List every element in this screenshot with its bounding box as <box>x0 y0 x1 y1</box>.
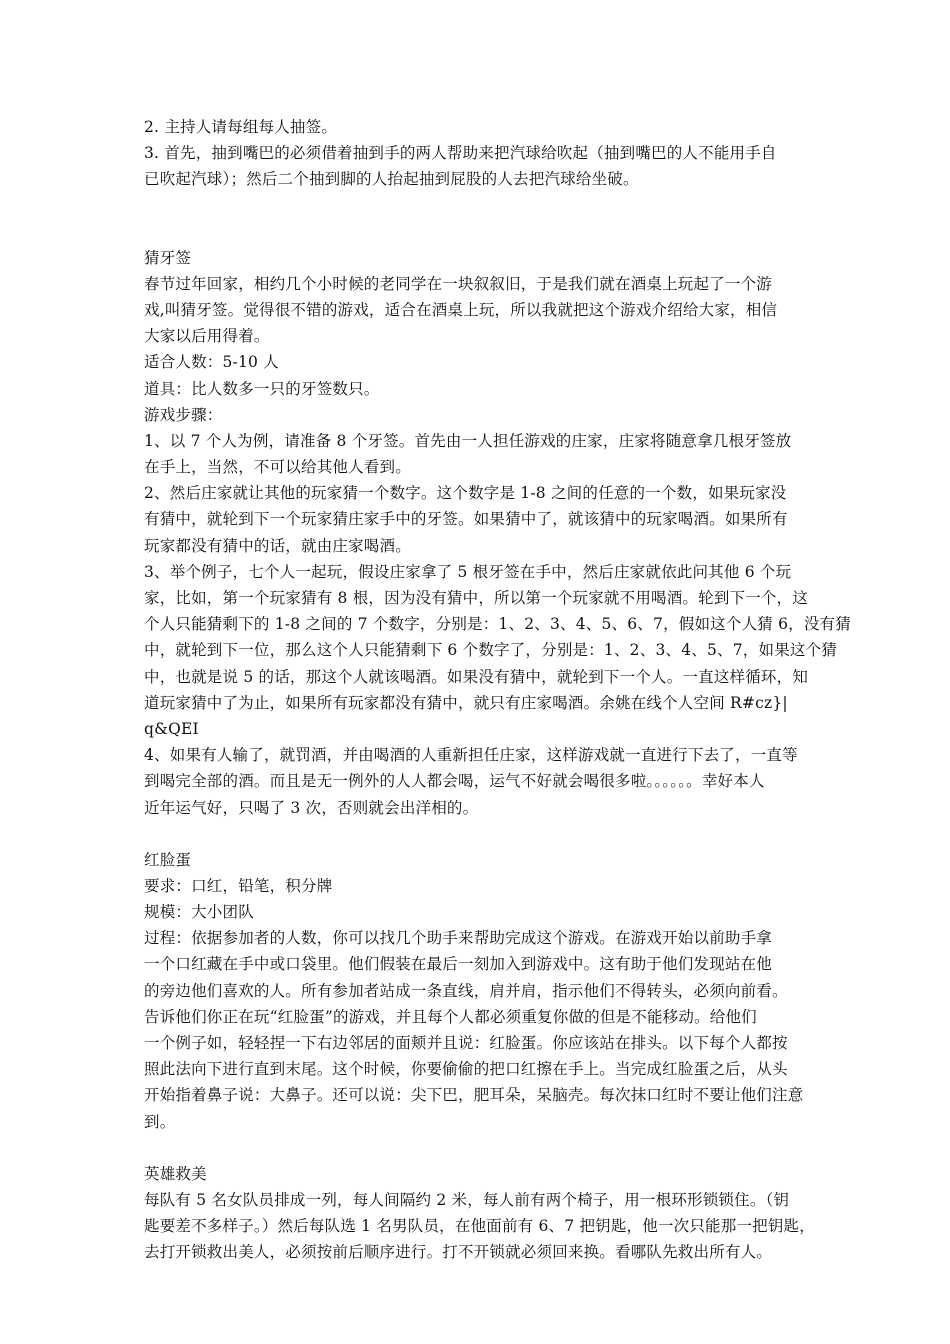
section-title: 猜牙签 <box>144 248 192 267</box>
step-2-line: 有猜中，就轮到下一个玩家猜庄家手中的牙签。如果猜中了，就该猜中的玩家喝酒。如果所有 <box>144 510 788 529</box>
section-spacer <box>144 821 816 847</box>
game-red-cheek-section <box>144 847 816 1135</box>
step-3-line: 个人只能猜剩下的 1-8 之间的 7 个数字，分别是：1、2、3、4、5、6、7，假如这个人猜 6，没有猜 <box>144 615 851 634</box>
intro-item-2: 2. 主持人请每组每人抽签。 <box>144 118 338 136</box>
step-4-line: 到喝完全部的酒。而且是无一例外的人人都会喝，运气不好就会喝很多啦。。。。。。幸好本人 <box>144 772 765 791</box>
step-1-line: 1、以 7 个人为例，请准备 8 个牙签。首先由一人担任游戏的庄家，庄家将随意拿几根牙签放 <box>144 431 792 450</box>
game-hero-rescue-section <box>144 1161 816 1266</box>
players-info: 适合人数：5-10 人 <box>144 353 279 372</box>
process-line: 照此法向下进行直到末尾。这个时候，你要偷偷的把口红擦在手上。当完成红脸蛋之后，从头 <box>144 1060 788 1079</box>
step-3-line: 3、举个例子，七个人一起玩，假设庄家拿了 5 根牙签在手中，然后庄家就依此问其他 6 个玩 <box>144 562 792 581</box>
intro-section <box>144 114 816 193</box>
paragraph-line: 戏,叫猜牙签。觉得很不错的游戏，适合在酒桌上玩，所以我就把这个游戏介绍给大家，相信 <box>144 300 778 319</box>
process-line: 开始指着鼻子说：大鼻子。还可以说：尖下巴，肥耳朵，呆脑壳。每次抹口红时不要让他们注意 <box>144 1086 804 1105</box>
section-title: 红脸蛋 <box>144 850 192 869</box>
document-page <box>144 114 851 1266</box>
paragraph-line: 去打开锁救出美人，必须按前后顺序进行。打不开锁就必须回来换。看哪队先救出所有人。 <box>144 1243 773 1262</box>
intro-item-3-line: 3. 首先，抽到嘴巴的必须借着抽到手的两人帮助来把汽球给吹起（抽到嘴巴的人不能用手自 <box>144 144 777 163</box>
steps-label: 游戏步骤： <box>144 405 223 424</box>
section-spacer <box>144 1135 816 1161</box>
process-line: 的旁边他们喜欢的人。所有参加者站成一条直线，肩并肩，指示他们不得转头，必须向前看。 <box>144 981 788 1000</box>
paragraph-line: 大家以后用得着。 <box>144 327 270 346</box>
step-2-line: 2、然后庄家就让其他的玩家猜一个数字。这个数字是 1-8 之间的任意的一个数，如果玩家没 <box>144 484 787 503</box>
intro-item-3-line: 已吹起汽球）；然后二个抽到脚的人抬起抽到屁股的人去把汽球给坐破。 <box>144 170 639 189</box>
requirement-info: 要求：口红，铅笔，积分牌 <box>144 876 333 895</box>
step-4-line: 4、如果有人输了，就罚酒，并由喝酒的人重新担任庄家，这样游戏就一直进行下去了，一直等 <box>144 746 798 765</box>
step-3-line: 中，就轮到下一位，那么这个人只能猜剩下 6 个数字了，分别是：1、2、3、4、5、7，如果这个猜 <box>144 641 837 660</box>
step-3-line: 中，也就是说 5 的话，那这个人就该喝酒。如果没有猜中，就轮到下一个人。一直这样循环，知 <box>144 667 809 686</box>
scale-info: 规模：大小团队 <box>144 903 254 922</box>
section-spacer <box>144 193 816 245</box>
step-4-line: 近年运气好，只喝了 3 次，否则就会出洋相的。 <box>144 798 479 817</box>
props-info: 道具：比人数多一只的牙签数只。 <box>144 379 380 398</box>
step-3-line: 家，比如，第一个玩家猜有 8 根，因为没有猜中，所以第一个玩家就不用喝酒。轮到下一个，这 <box>144 589 809 607</box>
process-line: 到。 <box>144 1112 176 1131</box>
section-title: 英雄救美 <box>144 1164 207 1183</box>
step-3-line: q&QEI <box>144 719 199 738</box>
paragraph-line: 匙要差不多样子。）然后每队选 1 名男队员，在他面前有 6、7 把钥匙，他一次只能那一把钥匙， <box>144 1217 815 1236</box>
process-line: 一个例子如，轻轻捏一下右边邻居的面颊并且说：红脸蛋。你应该站在排头。以下每个人都按 <box>144 1034 788 1052</box>
process-line: 一个口红藏在手中或口袋里。他们假装在最后一刻加入到游戏中。这有助于他们发现站在他 <box>144 955 773 974</box>
step-2-line: 玩家都没有猜中的话，就由庄家喝酒。 <box>144 536 411 555</box>
step-1-line: 在手上，当然，不可以给其他人看到。 <box>144 458 411 477</box>
game-toothpick-section <box>144 245 851 821</box>
process-line: 告诉他们你正在玩“红脸蛋”的游戏，并且每个人都必须重复你做的但是不能移动。给他们 <box>144 1007 757 1026</box>
process-line: 过程：依据参加者的人数，你可以找几个助手来帮助完成这个游戏。在游戏开始以前助手拿 <box>144 929 773 948</box>
paragraph-line: 每队有 5 名女队员排成一列，每人间隔约 2 米，每人前有两个椅子，用一根环形锁锁住。（钥 <box>144 1190 790 1209</box>
step-3-line: 道玩家猜中了为止，如果所有玩家都没有猜中，就只有庄家喝酒。余姚在线个人空间 R#cz}| <box>144 693 788 712</box>
paragraph-line: 春节过年回家，相约几个小时候的老同学在一块叙叙旧，于是我们就在酒桌上玩起了一个游 <box>144 274 773 293</box>
